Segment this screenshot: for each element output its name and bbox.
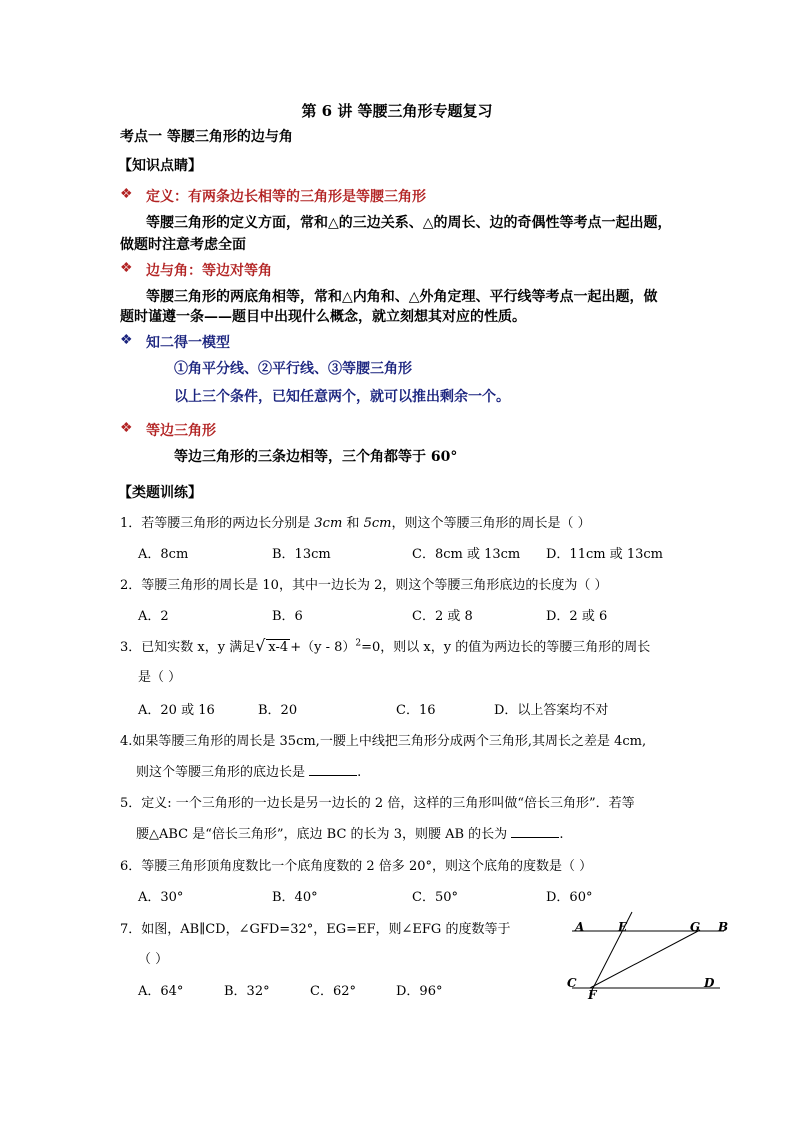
- question-5-stem-2: 腰△ABC 是“倍长三角形”，底边 BC 的长为 3，则腰 AB 的长为 .: [136, 827, 564, 842]
- q2-option-b: B．6: [272, 609, 303, 624]
- question-4-stem-2: 则这个等腰三角形的底边长是 .: [136, 765, 362, 780]
- geometry-diagram: [560, 900, 740, 1010]
- answer-blank: [309, 765, 357, 776]
- q7-option-c: C．62°: [310, 984, 356, 999]
- label-e: E: [618, 920, 628, 934]
- sides-body-1: 等腰三角形的两底角相等，常和△内角和、△外角定理、平行线等考点一起出题，做: [146, 289, 658, 305]
- definition-bullet: 定义：有两条边长相等的三角形是等腰三角形: [146, 189, 426, 205]
- label-f: F: [588, 988, 597, 1002]
- q3-option-c: C．16: [396, 703, 436, 718]
- q6-option-d: D．60°: [546, 890, 593, 905]
- label-b: B: [718, 920, 729, 934]
- page-title: 第 6 讲 等腰三角形专题复习: [301, 102, 493, 120]
- diamond-bullet-icon: ❖: [120, 260, 133, 276]
- label-a: A: [575, 920, 585, 934]
- q1-option-c: C．8cm 或 13cm: [412, 547, 521, 562]
- equilateral-body: 等边三角形的三条边相等，三个角都等于 60°: [174, 449, 458, 465]
- definition-body-1: 等腰三角形的定义方面，常和△的三边关系、△的周长、边的奇偶性等考点一起出题，: [146, 215, 672, 231]
- sides-body-2: 题时谨遵一条——题目中出现什么概念，就立刻想其对应的性质。: [120, 309, 526, 325]
- question-4-stem: 4.如果等腰三角形的周长是 35cm,一腰上中线把三角形分成两个三角形,其周长之差是 4cm,: [120, 734, 647, 749]
- section-heading: 考点一 等腰三角形的边与角: [120, 129, 293, 145]
- knowledge-header: 【知识点睛】: [118, 158, 202, 174]
- model-line-2: 以上三个条件，已知任意两个，就可以推出剩余一个。: [174, 389, 510, 405]
- question-1-stem: 1．若等腰三角形的两边长分别是 3cm 和 5cm，则这个等腰三角形的周长是（ ）: [120, 516, 591, 531]
- q2-option-a: A．2: [138, 609, 169, 624]
- q7-option-a: A．64°: [138, 984, 184, 999]
- question-2-stem: 2．等腰三角形的周长是 10，其中一边长为 2，则这个等腰三角形底边的长度为（ ）: [120, 578, 608, 593]
- q3-option-b: B．20: [258, 703, 298, 718]
- label-g: G: [690, 920, 701, 934]
- q7-option-b: B．32°: [224, 984, 270, 999]
- line-fg: [590, 930, 700, 988]
- question-7-stem-2: （ ）: [138, 952, 169, 967]
- q3-option-d: D．以上答案均不对: [494, 703, 609, 718]
- q7-option-d: D．96°: [396, 984, 443, 999]
- q6-option-c: C．50°: [412, 890, 458, 905]
- question-5-stem: 5．定义: 一个三角形的一边长是另一边长的 2 倍，这样的三角形叫做“倍长三角形”．若等: [120, 796, 635, 811]
- q1-option-d: D．11cm 或 13cm: [546, 547, 663, 562]
- definition-body-2: 做题时注意考虑全面: [120, 237, 246, 253]
- q1-option-b: B．13cm: [272, 547, 331, 562]
- question-6-stem: 6．等腰三角形顶角度数比一个底角度数的 2 倍多 20°，则这个底角的度数是（ ）: [120, 859, 593, 874]
- answer-blank: [511, 827, 559, 838]
- diamond-bullet-icon: ❖: [120, 420, 133, 436]
- question-3-stem: 3．已知实数 x，y 满足√ x-4 +（y - 8）$^2$=0，则以 x，y 的值为两边长的等腰三角形的周长: [120, 636, 651, 655]
- question-7-stem: 7．如图，AB∥CD，∠GFD=32°，EG=EF，则∠EFG 的度数等于: [120, 922, 511, 937]
- model-line-1: ①角平分线、②平行线、③等腰三角形: [174, 361, 412, 377]
- label-c: C: [567, 976, 577, 990]
- model-bullet: 知二得一模型: [146, 335, 230, 351]
- question-3-stem-2: 是（ ）: [138, 670, 182, 685]
- label-d: D: [704, 976, 715, 990]
- q6-option-b: B．40°: [272, 890, 318, 905]
- q6-option-a: A．30°: [138, 890, 184, 905]
- diamond-bullet-icon: ❖: [120, 332, 133, 348]
- q2-option-d: D．2 或 6: [546, 609, 608, 624]
- diamond-bullet-icon: ❖: [120, 186, 133, 202]
- practice-header: 【类题训练】: [118, 485, 202, 501]
- equilateral-bullet: 等边三角形: [146, 423, 216, 439]
- q1-option-a: A．8cm: [138, 547, 189, 562]
- sides-angles-bullet: 边与角：等边对等角: [146, 263, 272, 279]
- q3-option-a: A．20 或 16: [138, 703, 215, 718]
- q2-option-c: C．2 或 8: [412, 609, 473, 624]
